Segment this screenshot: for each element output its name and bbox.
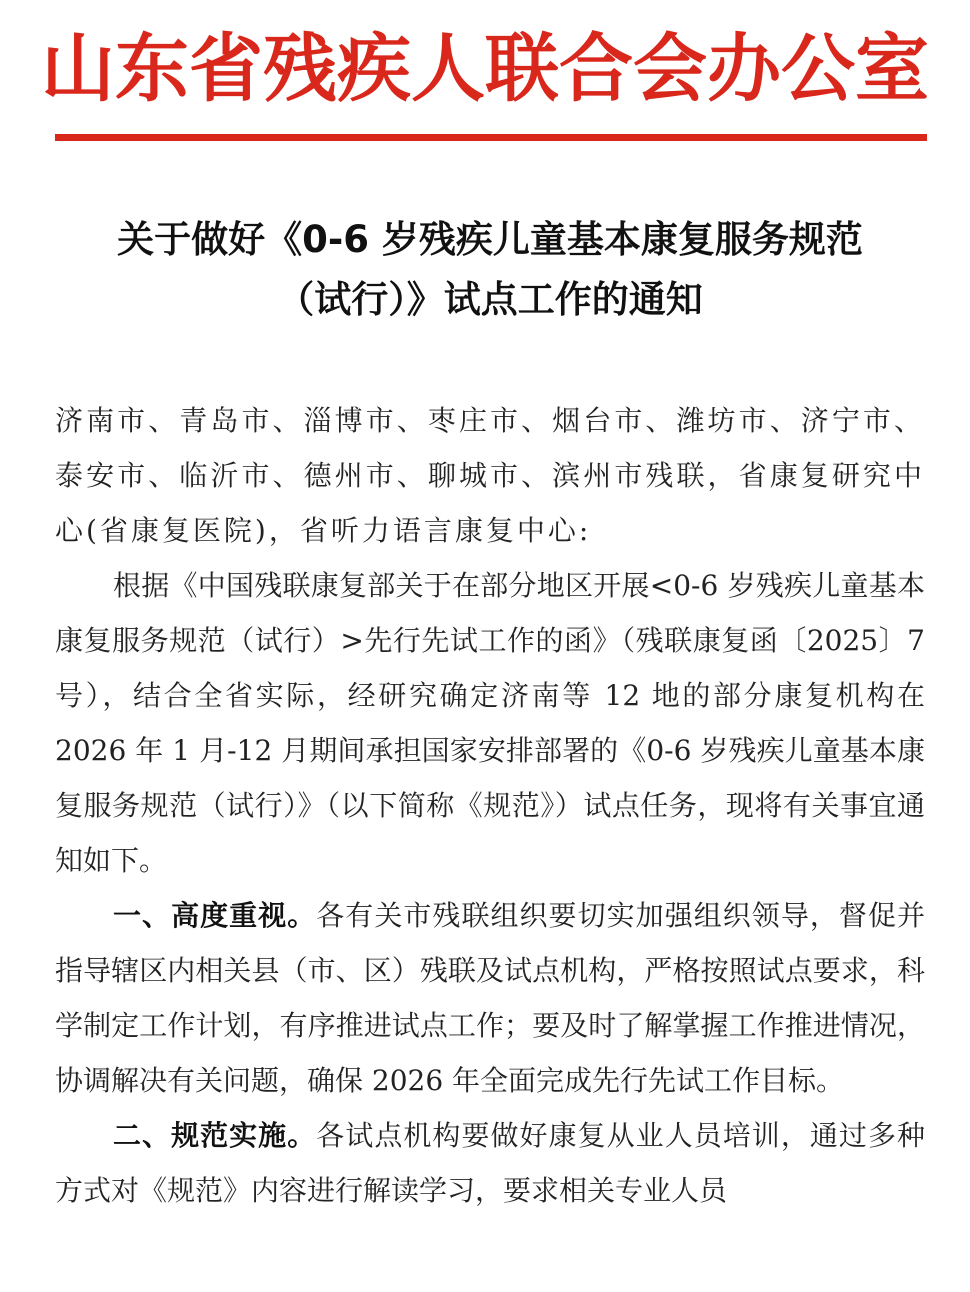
header-red-rule: [55, 134, 927, 141]
section-2-paragraph: [55, 1108, 925, 1218]
addressee-paragraph: 济南市、青岛市、淄博市、枣庄市、烟台市、潍坊市、济宁市、泰安市、临沂市、德州市、聊城市、滨州市残联，省康复研究中心(省康复医院)，省听力语言康复中心:: [55, 404, 925, 547]
section-2-text: 各试点机构要做好康复从业人员培训，通过多种方式对《规范》内容进行解读学习，要求相关专业人员: [55, 1119, 925, 1207]
notice-title-line-2: （试行）》试点工作的通知: [277, 278, 703, 321]
notice-body: [55, 393, 925, 1218]
section-2-heading: 二、规范实施。: [113, 1119, 317, 1152]
org-header-title: 山东省残疾人联合会办公室: [41, 26, 929, 112]
section-1-heading: 一、高度重视。: [113, 899, 317, 932]
intro-paragraph: 根据《中国残联康复部关于在部分地区开展<0-6 岁残疾儿童基本康复服务规范（试行）>先行先试工作的函》（残联康复函〔2025〕7 号），结合全省实际，经研究确定济南等 12 地的部分康复机构在 2026 年 1 月-12 月期间承担国家安排部署的《0-6 岁残疾儿童基本康复服务规范（试行）》（以下简称《规范》）试点任务，现将有关事宜通知如下。: [55, 569, 925, 877]
section-1-paragraph: [55, 888, 925, 1108]
notice-title-line-1: 关于做好《0-6 岁残疾儿童基本康复服务规范: [117, 218, 863, 261]
notice-title: [50, 210, 930, 330]
section-1-text: 各有关市残联组织要切实加强组织领导，督促并指导辖区内相关县（市、区）残联及试点机构，严格按照试点要求，科学制定工作计划，有序推进试点工作；要及时了解掌握工作推进情况，协调解决有关问题，确保 2026 年全面完成先行先试工作目标。: [55, 899, 925, 1097]
